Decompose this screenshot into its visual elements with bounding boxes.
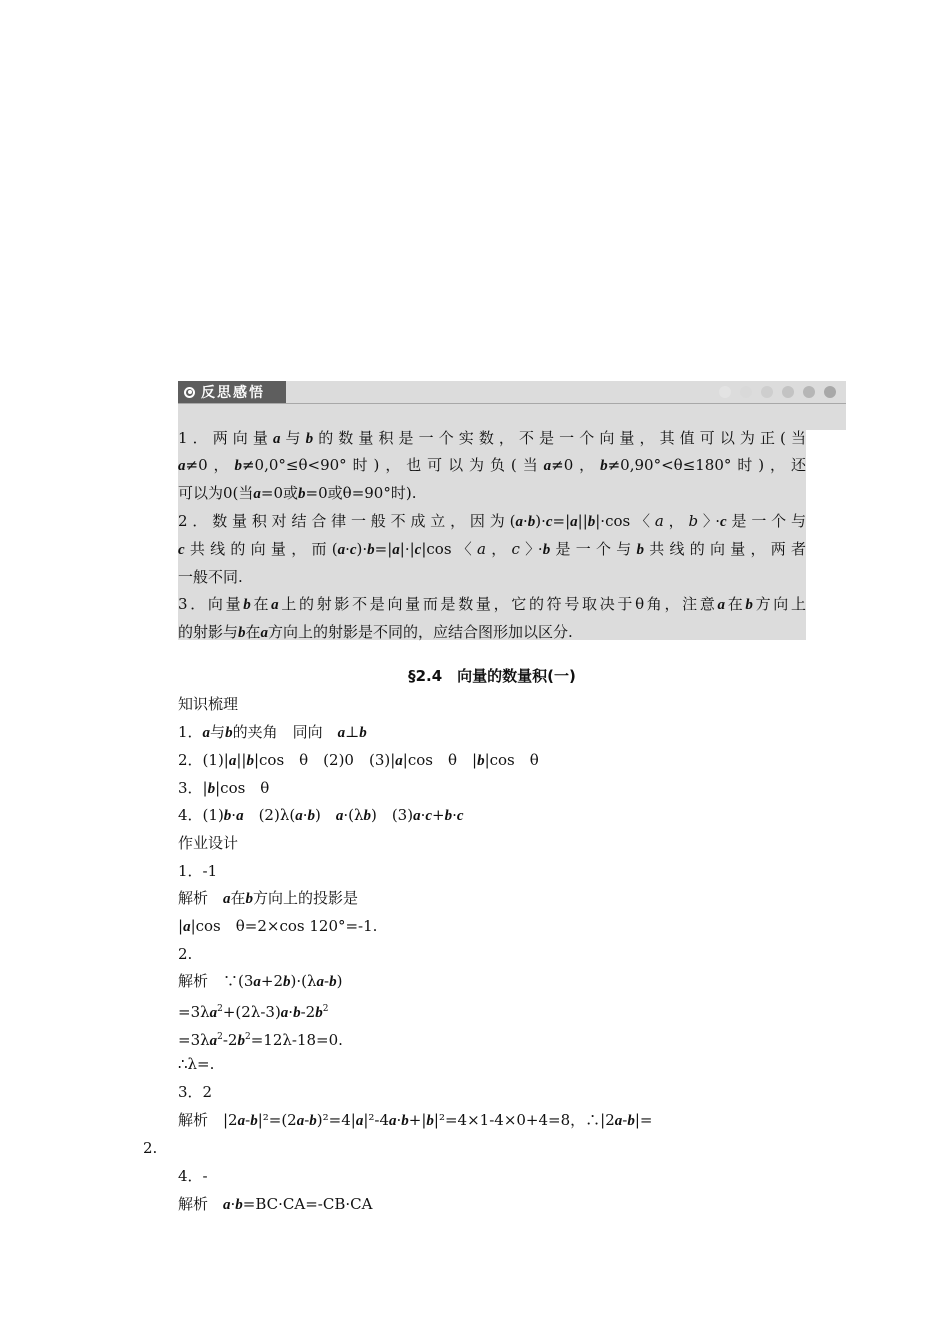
heading-knowledge-review: 知识梳理 — [178, 695, 239, 713]
knowledge-item-1: 1．a与b的夹角 同向 a⊥b — [178, 723, 367, 741]
header-dot-icon — [761, 386, 773, 398]
answer-1-calc: |a|cos θ=2×cos 120°=-1. — [178, 917, 378, 935]
reflection-p1-line3: 可以为0(当a=0或b=0或θ=90°时). — [178, 484, 417, 502]
target-circle-icon — [184, 387, 195, 398]
answer-4-analysis: 解析 a·b=BC·CA=-CB·CA — [178, 1195, 373, 1213]
answer-2-step1: $=3\lambda a^2+(2\lambda-3)a\cdot b-2b^2$ — [178, 1003, 329, 1021]
header-tab — [178, 381, 286, 403]
answer-2-analysis: 解析 ∵(3a+2b)·(λa-b) — [178, 972, 343, 990]
header-dot-icon — [719, 386, 731, 398]
reflection-p1-line1: 1．两向量a与b的数量积是一个实数，不是一个向量，其值可以为正(当 — [178, 429, 806, 447]
answer-1-analysis: 解析 a在b方向上的投影是 — [178, 889, 359, 907]
knowledge-item-4: 4．(1)b·a (2)λ(a·b) a·(λb) (3)a·c+b·c — [178, 806, 464, 824]
answer-1: 1．-1 — [178, 862, 218, 880]
answer-2: 2. — [178, 945, 193, 963]
header-dot-icon — [740, 386, 752, 398]
reflection-p1-line2: a≠0，b≠0,0°≤θ<90°时)，也可以为负(当a≠0，b≠0,90°<θ≤180°时)，还 — [178, 456, 806, 474]
answer-3: 3．2 — [178, 1083, 213, 1101]
knowledge-item-2: 2．(1)|a||b|cos θ (2)0 (3)|a|cos θ |b|cos θ — [178, 751, 539, 769]
answer-2-step2: $=3\lambda a^2-2b^2=12\lambda-18=0$. — [178, 1031, 343, 1049]
section-title: §2.4 向量的数量积(一) — [408, 667, 576, 685]
reflection-p2-line2: c共线的向量，而(a·c)·b=|a|·|c|cos〈a，c〉·b是一个与b共线的向量，两者 — [178, 540, 806, 558]
header-dots — [719, 386, 836, 398]
reflection-p2-line3: 一般不同. — [178, 568, 243, 586]
header-dot-icon — [803, 386, 815, 398]
reflection-p2-line1: 2．数量积对结合律一般不成立，因为(a·b)·c=|a||b|·cos〈a，b〉·c是一个与 — [178, 512, 806, 530]
answer-4: 4．- — [178, 1167, 208, 1185]
header-dot-icon — [782, 386, 794, 398]
section-header-bar — [178, 381, 846, 403]
reflection-p3-line1: 3．向量b在a上的射影不是向量而是数量，它的符号取决于θ角，注意a在b方向上 — [178, 595, 806, 613]
header-dot-icon — [824, 386, 836, 398]
answer-3-result: 2. — [143, 1139, 158, 1157]
answer-3-analysis: 解析 |2a-b|²=(2a-b)²=4|a|²-4a·b+|b|²=4×1-4×0+4=8，∴|2a-b|= — [178, 1111, 653, 1129]
header-title: 反思感悟 — [201, 385, 265, 401]
heading-homework: 作业设计 — [178, 834, 239, 852]
answer-2-result: ∴λ=. — [178, 1055, 215, 1073]
reflection-p3-line2: 的射影与b在a方向上的射影是不同的，应结合图形加以区分. — [178, 623, 573, 641]
knowledge-item-3: 3．|b|cos θ — [178, 779, 270, 797]
